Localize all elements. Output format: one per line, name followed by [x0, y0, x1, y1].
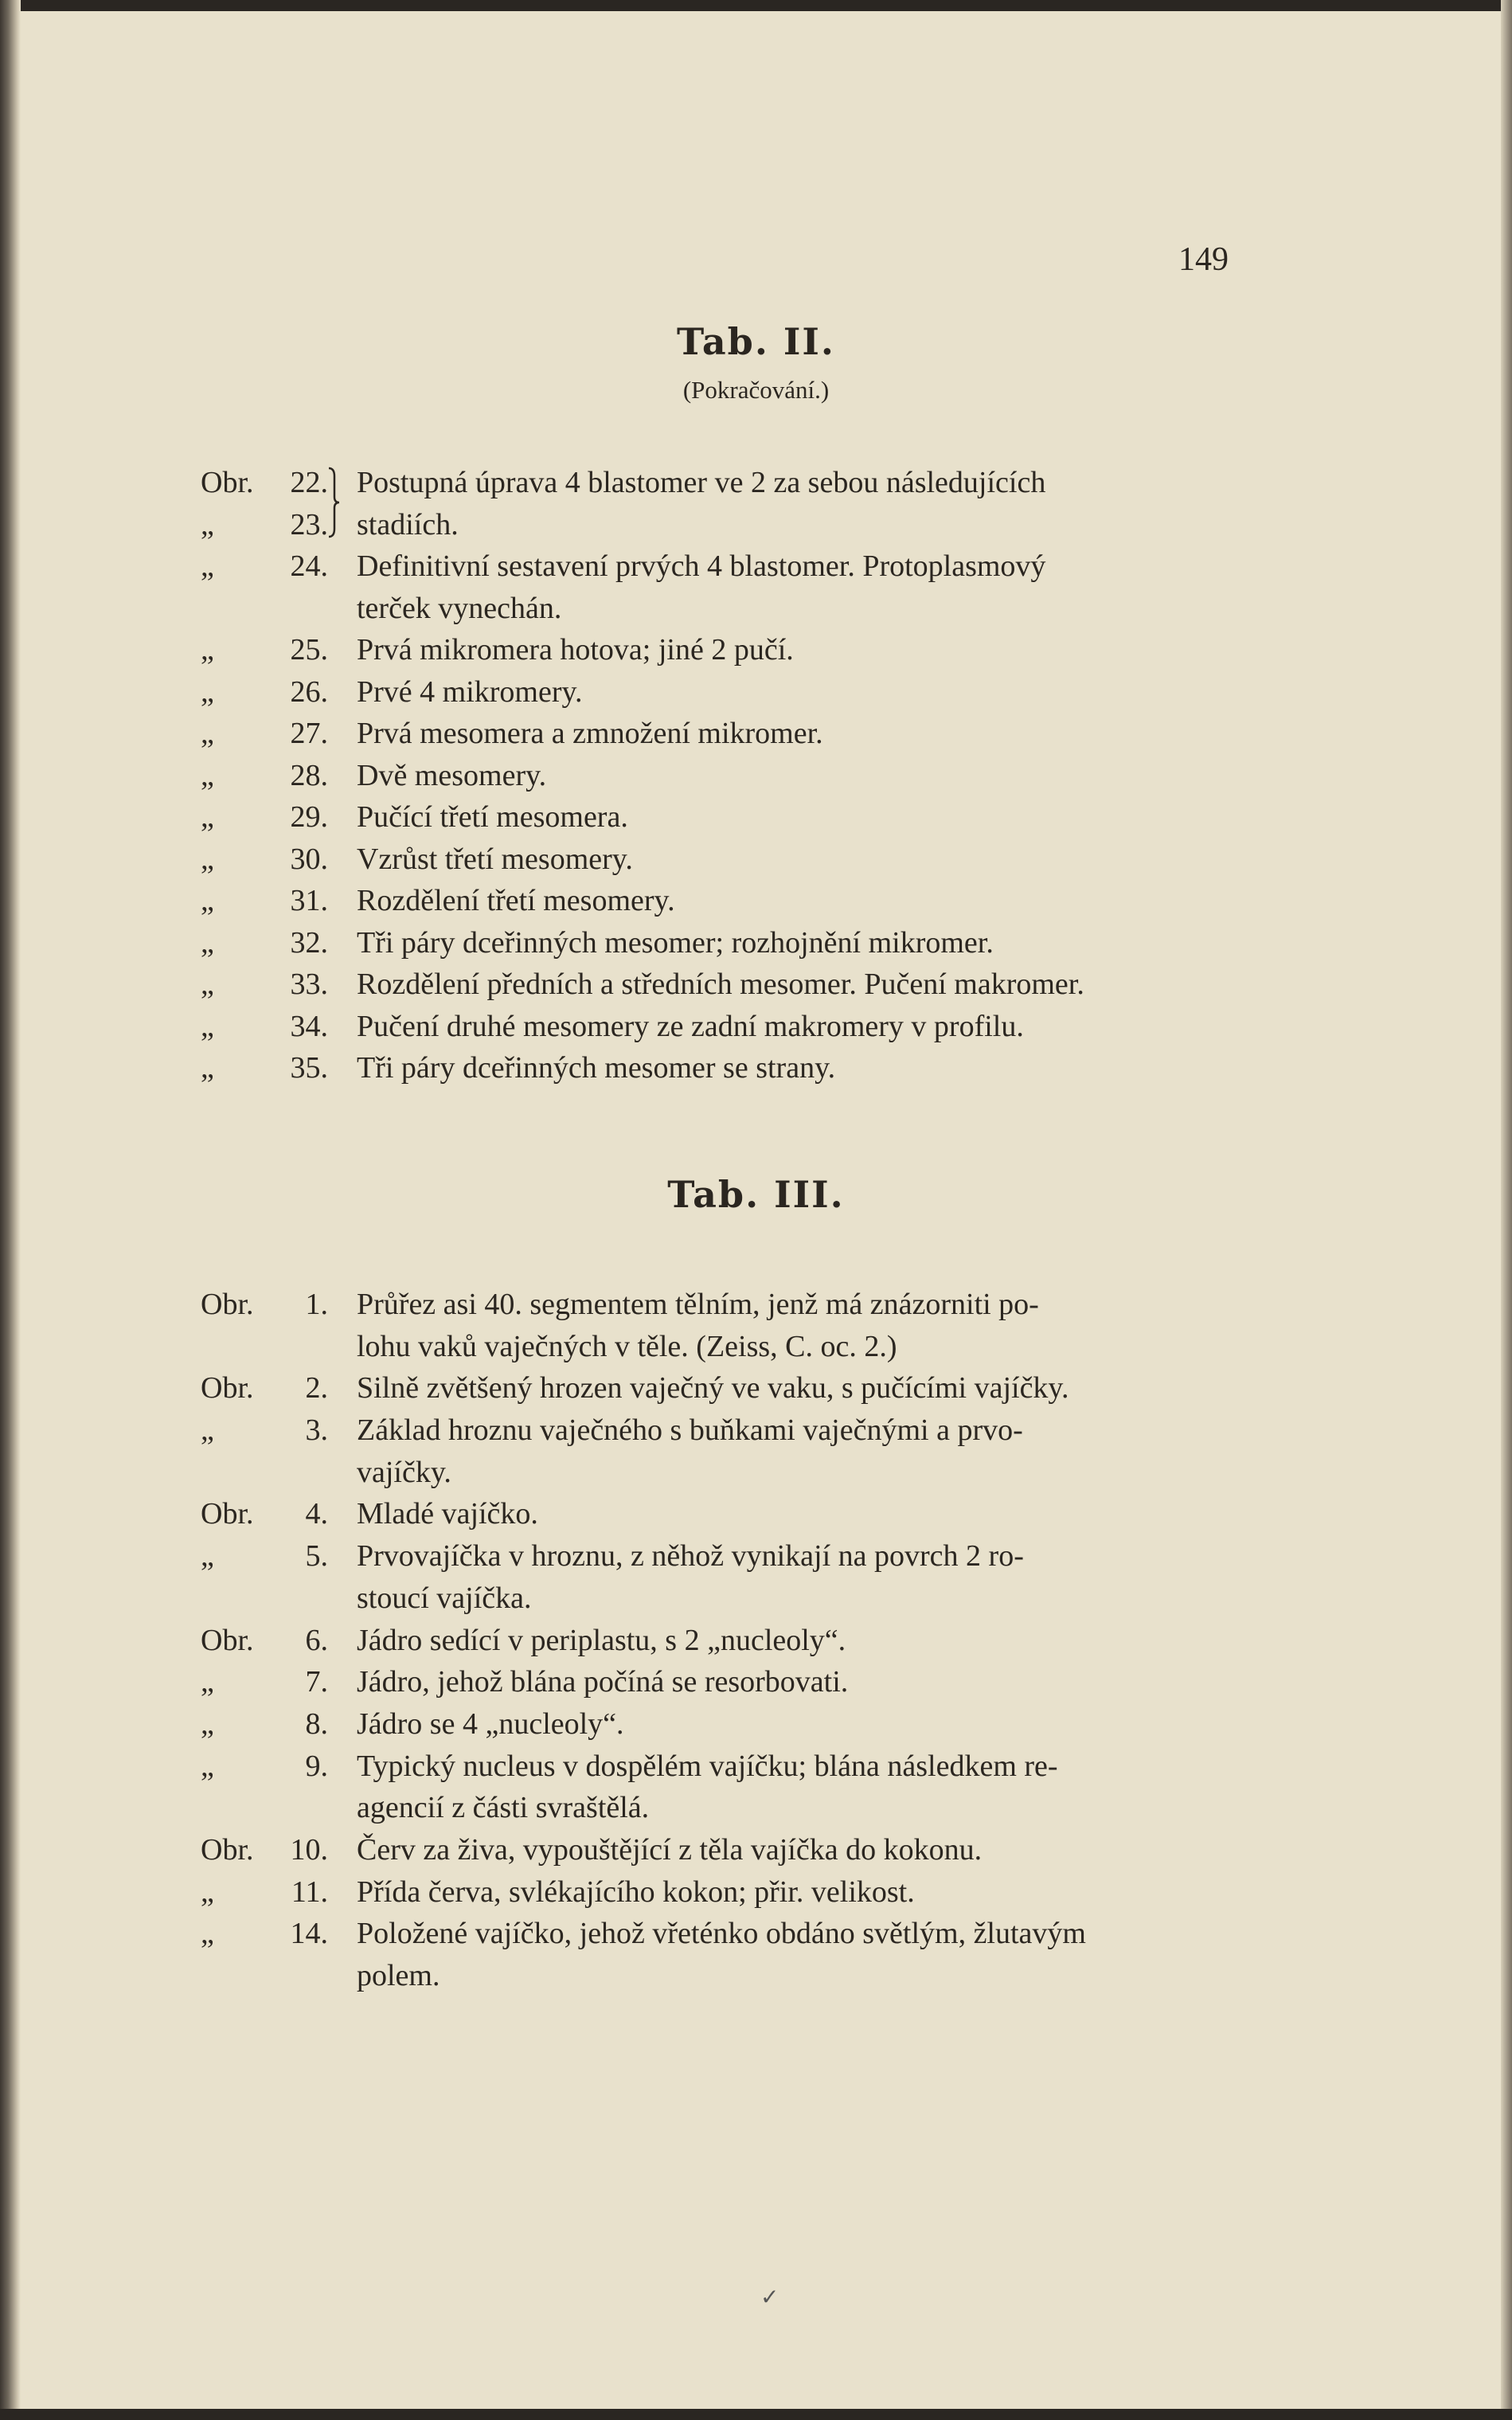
caption-line [0, 504, 1512, 546]
figure-caption-entry [0, 671, 1512, 713]
figure-number: 22. [290, 466, 328, 499]
figure-prefix: „ [201, 842, 214, 876]
figure-prefix: „ [201, 1749, 214, 1783]
figure-caption-entry [0, 755, 1512, 797]
figure-number: 35. [290, 1051, 328, 1085]
figure-caption-entry [0, 1493, 1512, 1535]
figure-caption-entry [0, 1871, 1512, 1914]
caption-line [0, 1871, 1512, 1914]
caption-line [0, 796, 1512, 839]
caption-line [0, 1787, 1512, 1829]
figure-prefix: „ [201, 758, 214, 792]
figure-prefix: „ [201, 968, 214, 1001]
figure-prefix: Obr. [201, 1623, 254, 1657]
caption-text: Definitivní sestavení prvých 4 blastomer. Protoplasmový [357, 549, 1046, 583]
figure-number: 14. [290, 1917, 328, 1951]
caption-line [0, 588, 1512, 630]
figure-prefix: „ [201, 1413, 214, 1448]
figure-number: 25. [290, 633, 328, 667]
caption-line [0, 1955, 1512, 1997]
figure-number: 27. [290, 717, 328, 750]
caption-text: Jádro se 4 „nucleoly“. [357, 1707, 624, 1741]
caption-line [0, 545, 1512, 588]
figure-number: 4. [305, 1497, 328, 1531]
caption-text: Průřez asi 40. segmentem tělním, jenž má znázorniti po- [357, 1288, 1039, 1321]
figure-caption-entry [0, 713, 1512, 755]
caption-text: Rozdělení třetí mesomery. [357, 884, 675, 917]
figure-prefix: „ [201, 674, 214, 709]
caption-line [0, 1326, 1512, 1368]
figure-caption-entry [0, 1006, 1512, 1048]
figure-prefix: „ [201, 633, 214, 667]
figure-caption-entry [0, 462, 1512, 545]
caption-text: Rozdělení předních a středních mesomer. Pučení makromer. [357, 968, 1084, 1001]
figure-number: 6. [305, 1623, 328, 1657]
figure-number: 7. [305, 1665, 328, 1699]
caption-line [0, 1409, 1512, 1452]
figure-prefix: „ [201, 549, 214, 583]
scan-top-edge [0, 0, 1512, 11]
caption-text: lohu vaků vaječných v těle. (Zeiss, C. oc. 2.) [357, 1329, 897, 1363]
caption-text: polem. [357, 1959, 440, 1992]
figure-caption-entry [0, 1047, 1512, 1089]
caption-line [0, 1661, 1512, 1703]
figure-prefix: „ [201, 1051, 214, 1085]
figure-prefix: „ [201, 1665, 214, 1699]
caption-text: Dvě mesomery. [357, 758, 547, 792]
figure-prefix: „ [201, 717, 214, 750]
caption-text: Vzrůst třetí mesomery. [357, 842, 633, 876]
figure-number: 2. [305, 1371, 328, 1405]
figure-number: 5. [305, 1539, 328, 1574]
figure-number: 33. [290, 968, 328, 1001]
scan-bottom-edge [0, 2409, 1512, 2420]
caption-text: Prvá mikromera hotova; jiné 2 pučí. [357, 633, 794, 667]
caption-line [0, 1493, 1512, 1535]
figure-prefix: Obr. [201, 466, 254, 499]
tab2-figure-list [0, 462, 1512, 1089]
caption-line [0, 1620, 1512, 1662]
caption-text: Prvovajíčka v hroznu, z něhož vynikají na povrch 2 ro- [357, 1539, 1024, 1574]
caption-text: Pučící třetí mesomera. [357, 800, 628, 834]
pencil-mark: ✓ [760, 2285, 779, 2310]
figure-prefix: Obr. [201, 1497, 254, 1531]
caption-line [0, 964, 1512, 1006]
caption-line [0, 629, 1512, 671]
figure-caption-entry [0, 1746, 1512, 1829]
figure-prefix: „ [201, 884, 214, 917]
caption-line [0, 1047, 1512, 1089]
figure-prefix: Obr. [201, 1371, 254, 1405]
figure-number: 9. [305, 1749, 328, 1783]
figure-caption-entry [0, 1703, 1512, 1746]
tab3-figure-list [0, 1284, 1512, 1997]
caption-text: Silně zvětšený hrozen vaječný ve vaku, s pučícími vajíčky. [357, 1371, 1069, 1405]
tab2-subtitle: (Pokračování.) [682, 376, 830, 404]
figure-caption-entry [0, 796, 1512, 839]
tab2-title: Tab. II. [677, 320, 835, 363]
figure-number: 23. [290, 507, 328, 541]
figure-number: 26. [290, 674, 328, 709]
figure-caption-entry [0, 1535, 1512, 1619]
curly-brace-icon [326, 467, 341, 538]
caption-line [0, 1913, 1512, 1955]
page-number: 149 [1178, 241, 1229, 278]
figure-prefix: „ [201, 1875, 214, 1909]
figure-number: 10. [290, 1832, 328, 1867]
figure-number: 8. [305, 1707, 328, 1741]
caption-text: vajíčky. [357, 1455, 451, 1489]
caption-line [0, 713, 1512, 755]
figure-prefix: „ [201, 1707, 214, 1741]
caption-text: Pučení druhé mesomery ze zadní makromery v profilu. [357, 1009, 1024, 1043]
caption-text: Přída červa, svlékajícího kokon; přir. velikost. [357, 1875, 915, 1909]
caption-text: Prvé 4 mikromery. [357, 674, 583, 709]
caption-line [0, 1452, 1512, 1494]
caption-line [0, 755, 1512, 797]
caption-text: Jádro, jehož blána počíná se resorbovati. [357, 1665, 849, 1699]
caption-text: Prvá mesomera a zmnožení mikromer. [357, 717, 823, 750]
figure-caption-entry [0, 1284, 1512, 1367]
figure-caption-entry [0, 964, 1512, 1006]
caption-text: Jádro sedící v periplastu, s 2 „nucleoly“. [357, 1623, 846, 1657]
figure-prefix: „ [201, 1917, 214, 1951]
caption-text: Položené vajíčko, jehož vřeténko obdáno světlým, žlutavým [357, 1917, 1086, 1951]
figure-prefix: „ [201, 507, 214, 541]
caption-line [0, 1284, 1512, 1326]
figure-prefix: „ [201, 1539, 214, 1574]
figure-caption-entry [0, 839, 1512, 881]
caption-line [0, 880, 1512, 922]
figure-caption-entry [0, 1913, 1512, 1996]
caption-text: Tři páry dceřinných mesomer se strany. [357, 1051, 836, 1085]
caption-line [0, 1703, 1512, 1746]
caption-text: Červ za živa, vypouštějící z těla vajíčka do kokonu. [357, 1832, 983, 1867]
figure-number: 24. [290, 549, 328, 583]
figure-number: 31. [290, 884, 328, 917]
caption-text: Základ hroznu vaječného s buňkami vaječnými a prvo- [357, 1413, 1023, 1448]
figure-caption-entry [0, 629, 1512, 671]
caption-line [0, 1577, 1512, 1620]
figure-caption-entry [0, 922, 1512, 964]
figure-prefix: „ [201, 925, 214, 960]
caption-text: stadiích. [357, 507, 459, 541]
figure-caption-entry [0, 1409, 1512, 1493]
figure-caption-entry [0, 880, 1512, 922]
figure-caption-entry [0, 545, 1512, 629]
caption-text: terček vynechán. [357, 591, 562, 625]
figure-prefix: „ [201, 800, 214, 834]
caption-line [0, 922, 1512, 964]
caption-line [0, 1006, 1512, 1048]
figure-caption-entry [0, 1829, 1512, 1871]
caption-text: agencií z části svraštělá. [357, 1791, 650, 1825]
figure-prefix: Obr. [201, 1288, 254, 1321]
caption-text: Postupná úprava 4 blastomer ve 2 za sebou následujících [357, 466, 1046, 499]
caption-text: Mladé vajíčko. [357, 1497, 538, 1531]
figure-caption-entry [0, 1661, 1512, 1703]
figure-number: 3. [305, 1413, 328, 1448]
figure-number: 32. [290, 925, 328, 960]
caption-text: stoucí vajíčka. [357, 1581, 532, 1615]
caption-text: Tři páry dceřinných mesomer; rozhojnění mikromer. [357, 925, 994, 960]
figure-prefix: „ [201, 1009, 214, 1043]
figure-number: 11. [291, 1875, 328, 1909]
caption-line [0, 1829, 1512, 1871]
caption-text: Typický nucleus v dospělém vajíčku; blána následkem re- [357, 1749, 1058, 1783]
figure-prefix: Obr. [201, 1832, 254, 1867]
figure-number: 1. [305, 1288, 328, 1321]
figure-number: 29. [290, 800, 328, 834]
tab3-title: Tab. III. [667, 1173, 845, 1216]
figure-caption-entry [0, 1620, 1512, 1662]
caption-line [0, 462, 1512, 504]
figure-number: 28. [290, 758, 328, 792]
figure-caption-entry [0, 1367, 1512, 1409]
caption-line [0, 1367, 1512, 1409]
caption-line [0, 839, 1512, 881]
figure-number: 34. [290, 1009, 328, 1043]
caption-line [0, 1535, 1512, 1577]
caption-line [0, 1746, 1512, 1788]
caption-line [0, 671, 1512, 713]
figure-number: 30. [290, 842, 328, 876]
